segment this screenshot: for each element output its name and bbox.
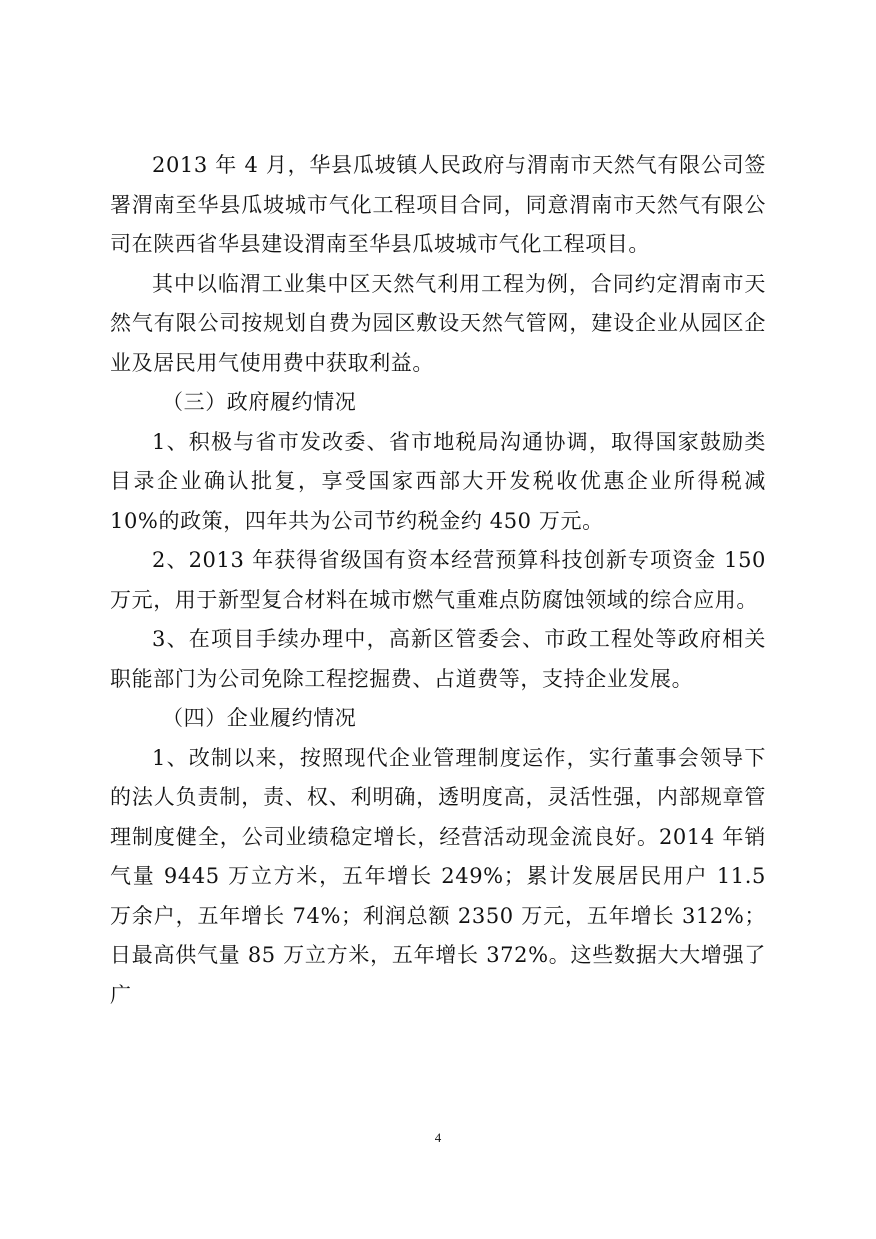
paragraph-government-item-2: 2、2013 年获得省级国有资本经营预算科技创新专项资金 150 万元，用于新型复合材料在城市燃气重难点防腐蚀领域的综合应用。	[110, 548, 766, 612]
paragraph-contract-signing: 2013 年 4 月，华县瓜坡镇人民政府与渭南市天然气有限公司签署渭南至华县瓜坡城市气化工程项目合同，同意渭南市天然气有限公司在陕西省华县建设渭南至华县瓜坡城市气化工程项目。	[110, 153, 766, 256]
paragraph-linwei-example: 其中以临渭工业集中区天然气利用工程为例，合同约定渭南市天然气有限公司按规划自费为园区敷设天然气管网，建设企业从园区企业及居民用气使用费中获取利益。	[110, 271, 766, 375]
body-text	[110, 146, 766, 1015]
page-number: 4	[434, 1130, 442, 1145]
section-heading-enterprise-performance: （四）企业履约情况	[162, 706, 357, 730]
paragraph-enterprise-item-1: 1、改制以来，按照现代企业管理制度运作，实行董事会领导下的法人负责制，责、权、利明确，透明度高，灵活性强，内部规章管理制度健全，公司业绩稳定增长，经营活动现金流良好。2014 年销气量 9445 万立方米，五年增长 249%；累计发展居民用户 11.5 万余户，五年增长 74%；利润总额 2350 万元，五年增长 312%；日最高供气量 85 万立方米，五年增长 372%。这些数据大大增强了广	[110, 745, 766, 1007]
paragraph-government-item-3: 3、在项目手续办理中，高新区管委会、市政工程处等政府相关职能部门为公司免除工程挖掘费、占道费等，支持企业发展。	[110, 627, 766, 691]
section-heading-government-performance: （三）政府履约情况	[162, 390, 357, 414]
paragraph-government-item-1: 1、积极与省市发改委、省市地税局沟通协调，取得国家鼓励类目录企业确认批复，享受国家西部大开发税收优惠企业所得税减 10%的政策，四年共为公司节约税金约 450 万元。	[110, 429, 766, 533]
